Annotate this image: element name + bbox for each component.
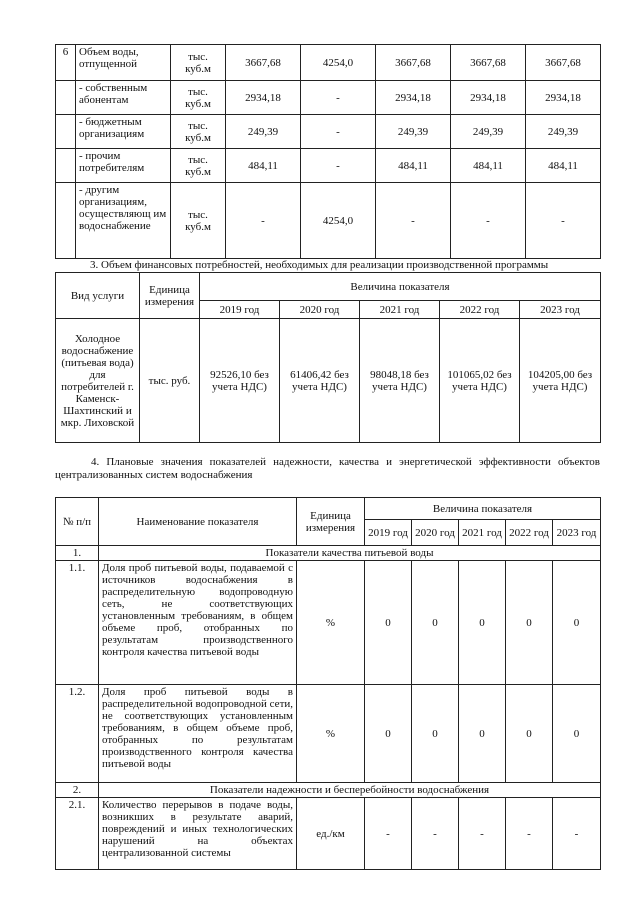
- volume-value-cell: 484,11: [451, 149, 526, 183]
- volume-row: [56, 149, 601, 183]
- volume-value-cell: 484,11: [376, 149, 451, 183]
- row12-value-cell: 0: [506, 685, 553, 783]
- volume-row-unit: тыс. куб.м: [171, 115, 226, 149]
- row21-value-cell: -: [365, 798, 412, 870]
- row11-value-cell: 0: [365, 561, 412, 685]
- group1-title: Показатели качества питьевой воды: [99, 546, 601, 561]
- volume-value-cell: -: [526, 183, 601, 259]
- volume-row-unit: тыс. куб.м: [171, 149, 226, 183]
- row11-value-cell: 0: [412, 561, 459, 685]
- fin-year-header: 2023 год: [520, 301, 601, 319]
- volume-row-num: 6: [56, 45, 76, 81]
- row21-value-cell: -: [506, 798, 553, 870]
- fin-value-cell: 98048,18 без учета НДС): [360, 319, 440, 443]
- row11-value-cell: 0: [459, 561, 506, 685]
- volume-row-unit: тыс. куб.м: [171, 45, 226, 81]
- volume-row-unit: тыс. куб.м: [171, 183, 226, 259]
- volume-value-cell: -: [301, 149, 376, 183]
- volume-value-cell: 3667,68: [226, 45, 301, 81]
- volume-row-name: - прочим потребителям: [76, 149, 171, 183]
- fin-value-cell: 104205,00 без учета НДС): [520, 319, 601, 443]
- group2-num: 2.: [56, 783, 99, 798]
- row21-value-cell: -: [459, 798, 506, 870]
- row21-value-cell: -: [412, 798, 459, 870]
- fin-head-service: Вид услуги: [56, 273, 140, 319]
- ind-year-header: 2021 год: [459, 520, 506, 546]
- ind-head-value: Величина показателя: [365, 498, 601, 520]
- volume-value-cell: 3667,68: [376, 45, 451, 81]
- fin-head-value: Величина показателя: [200, 273, 601, 301]
- ind-year-header: 2020 год: [412, 520, 459, 546]
- volume-value-cell: -: [301, 115, 376, 149]
- fin-value-cell: 61406,42 без учета НДС): [280, 319, 360, 443]
- group2-title: Показатели надежности и бесперебойности водоснабжения: [99, 783, 601, 798]
- ind-year-header: 2019 год: [365, 520, 412, 546]
- group1-num: 1.: [56, 546, 99, 561]
- indicators-table: [55, 497, 601, 870]
- row21-num: 2.1.: [56, 798, 99, 870]
- fin-year-header: 2021 год: [360, 301, 440, 319]
- volume-value-cell: 4254,0: [301, 45, 376, 81]
- volume-value-cell: 2934,18: [376, 81, 451, 115]
- fin-year-header: 2019 год: [200, 301, 280, 319]
- row11-value-cell: 0: [553, 561, 601, 685]
- row12-unit: %: [297, 685, 365, 783]
- volume-value-cell: 2934,18: [526, 81, 601, 115]
- volume-row-num: [56, 183, 76, 259]
- volume-row: [56, 81, 601, 115]
- row12-name: Доля проб питьевой воды в распределительной водопроводной сети, не соответствующих установленным требованиям, в общем объеме проб, отобранных по результатам производственного контроля качества питьевой воды: [99, 685, 297, 783]
- ind-year-header: 2022 год: [506, 520, 553, 546]
- volume-value-cell: 2934,18: [451, 81, 526, 115]
- fin-year-header: 2020 год: [280, 301, 360, 319]
- volume-row-name: - бюджетным организациям: [76, 115, 171, 149]
- fin-service: Холодное водоснабжение (питьевая вода) для потребителей г. Каменск-Шахтинский и мкр. Лиховской: [56, 319, 140, 443]
- volume-value-cell: 249,39: [226, 115, 301, 149]
- section4-title: 4. Плановые значения показателей надежности, качества и энергетической эффективности объектов централизованных систем водоснабжения: [55, 456, 600, 481]
- volume-row: [56, 45, 601, 81]
- fin-value-cell: 92526,10 без учета НДС): [200, 319, 280, 443]
- row21-name: Количество перерывов в подаче воды, возникших в результате аварий, повреждений и иных технологических нарушений на объектах централизованной системы: [99, 798, 297, 870]
- volume-value-cell: 249,39: [526, 115, 601, 149]
- row12-value-cell: 0: [553, 685, 601, 783]
- volume-value-cell: -: [451, 183, 526, 259]
- volume-value-cell: 3667,68: [451, 45, 526, 81]
- section3-title: 3. Объем финансовых потребностей, необходимых для реализации производственной программы: [90, 259, 549, 271]
- volume-value-cell: 484,11: [226, 149, 301, 183]
- volume-table-body: [56, 45, 601, 259]
- fin-unit: тыс. руб.: [140, 319, 200, 443]
- volume-value-cell: -: [376, 183, 451, 259]
- row11-num: 1.1.: [56, 561, 99, 685]
- fin-head-unit: Единица измерения: [140, 273, 200, 319]
- row21-unit: ед./км: [297, 798, 365, 870]
- volume-row-num: [56, 149, 76, 183]
- ind-head-name: Наименование показателя: [99, 498, 297, 546]
- fin-year-header: 2022 год: [440, 301, 520, 319]
- volume-row-name: - другим организациям, осуществляющ им водоснабжение: [76, 183, 171, 259]
- fin-value-cell: 101065,02 без учета НДС): [440, 319, 520, 443]
- volume-value-cell: -: [226, 183, 301, 259]
- row21-value-cell: -: [553, 798, 601, 870]
- ind-head-unit: Единица измерения: [297, 498, 365, 546]
- volume-value-cell: 3667,68: [526, 45, 601, 81]
- row11-unit: %: [297, 561, 365, 685]
- row11-name: Доля проб питьевой воды, подаваемой с источников водоснабжения в распределительную водопроводную сеть, не соответствующих установленным требованиям, в общем объеме проб, отобранных по результатам производственного контроля качества питьевой воды: [99, 561, 297, 685]
- volume-value-cell: 249,39: [376, 115, 451, 149]
- volume-value-cell: 2934,18: [226, 81, 301, 115]
- ind-head-num: № п/п: [56, 498, 99, 546]
- volume-table: [55, 44, 601, 259]
- financial-table: [55, 272, 601, 443]
- volume-row: [56, 115, 601, 149]
- volume-value-cell: 4254,0: [301, 183, 376, 259]
- volume-row-unit: тыс. куб.м: [171, 81, 226, 115]
- row11-value-cell: 0: [506, 561, 553, 685]
- volume-row-num: [56, 81, 76, 115]
- volume-row-name: Объем воды, отпущенной: [76, 45, 171, 81]
- volume-row: [56, 183, 601, 259]
- ind-year-header: 2023 год: [553, 520, 601, 546]
- volume-value-cell: -: [301, 81, 376, 115]
- row12-value-cell: 0: [412, 685, 459, 783]
- volume-value-cell: 484,11: [526, 149, 601, 183]
- volume-row-name: - собственным абонентам: [76, 81, 171, 115]
- volume-value-cell: 249,39: [451, 115, 526, 149]
- row12-value-cell: 0: [459, 685, 506, 783]
- volume-row-num: [56, 115, 76, 149]
- row12-num: 1.2.: [56, 685, 99, 783]
- row12-value-cell: 0: [365, 685, 412, 783]
